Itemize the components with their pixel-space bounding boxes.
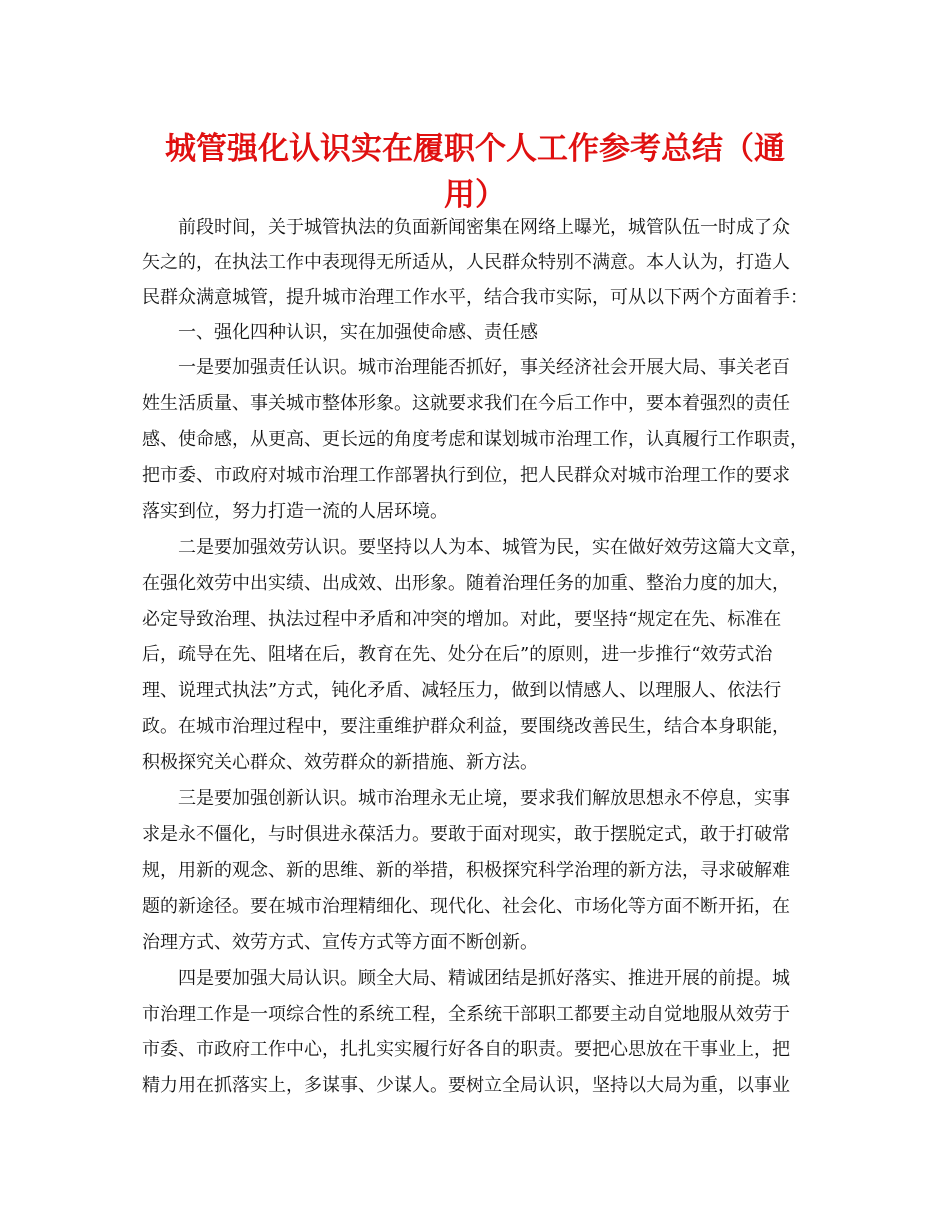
- paragraph-line: 必定导致治理、执法过程中矛盾和冲突的增加。对此，要坚持“规定在先、标准在: [142, 609, 782, 630]
- paragraph-line: 一是要加强责任认识。城市治理能否抓好，事关经济社会开展大局、事关老百: [178, 357, 790, 378]
- paragraph-line: 后，疏导在先、阻堵在后，教育在先、处分在后”的原则，进一步推行“效劳式治: [142, 644, 773, 665]
- paragraph-line: 二是要加强效劳认识。要坚持以人为本、城管为民，实在做好效劳这篇大文章，: [178, 537, 808, 558]
- paragraph-line: 积极探究关心群众、效劳群众的新措施、新方法。: [142, 752, 538, 773]
- paragraph-line: 前段时间，关于城管执法的负面新闻密集在网络上曝光，城管队伍一时成了众: [178, 217, 790, 238]
- paragraph-line: 把市委、市政府对城市治理工作部署执行到位，把人民群众对城市治理工作的要求: [142, 465, 790, 486]
- paragraph-line: 规，用新的观念、新的思维、新的举措，积极探究科学治理的新方法，寻求破解难: [142, 860, 790, 881]
- paragraph-line: 感、使命感，从更高、更长远的角度考虑和谋划城市治理工作，认真履行工作职责，: [142, 429, 808, 450]
- paragraph-line: 矢之的，在执法工作中表现得无所适从，人民群众特别不满意。本人认为，打造人: [142, 252, 790, 273]
- paragraph-line: 在强化效劳中出实绩、出成效、出形象。随着治理任务的加重、整治力度的加大，: [142, 573, 790, 594]
- document-title-line-1: 城管强化认识实在履职个人工作参考总结（通: [165, 131, 785, 167]
- paragraph-line: 市委、市政府工作中心，扎扎实实履行好各自的职责。要把心思放在干事业上，把: [142, 1039, 790, 1060]
- paragraph-line: 理、说理式执法”方式，钝化矛盾、减轻压力，做到以情感人、以理服人、依法行: [142, 680, 782, 701]
- paragraph-line: 落实到位，努力打造一流的人居环境。: [142, 501, 448, 522]
- paragraph-line: 姓生活质量、事关城市整体形象。这就要求我们在今后工作中，要本着强烈的责任: [142, 393, 790, 414]
- section-heading: 一、强化四种认识，实在加强使命感、责任感: [178, 322, 538, 343]
- document-title-line-2: 用）: [444, 177, 506, 213]
- paragraph-line: 政。在城市治理过程中，要注重维护群众利益，要围绕改善民生，结合本身职能，: [142, 716, 790, 737]
- paragraph-line: 市治理工作是一项综合性的系统工程，全系统干部职工都要主动自觉地服从效劳于: [142, 1004, 790, 1025]
- paragraph-line: 四是要加强大局认识。顾全大局、精诚团结是抓好落实、推进开展的前提。城: [178, 968, 790, 989]
- paragraph-line: 民群众满意城管，提升城市治理工作水平，结合我市实际，可从以下两个方面着手：: [142, 287, 808, 308]
- paragraph-line: 求是永不僵化，与时俱进永葆活力。要敢于面对现实，敢于摆脱定式，敢于打破常: [142, 824, 790, 845]
- paragraph-line: 治理方式、效劳方式、宣传方式等方面不断创新。: [142, 932, 538, 953]
- paragraph-line: 题的新途径。要在城市治理精细化、现代化、社会化、市场化等方面不断开拓，在: [142, 896, 790, 917]
- paragraph-line: 三是要加强创新认识。城市治理永无止境，要求我们解放思想永不停息，实事: [178, 788, 790, 809]
- paragraph-line: 精力用在抓落实上，多谋事、少谋人。要树立全局认识，坚持以大局为重，以事业: [142, 1075, 790, 1096]
